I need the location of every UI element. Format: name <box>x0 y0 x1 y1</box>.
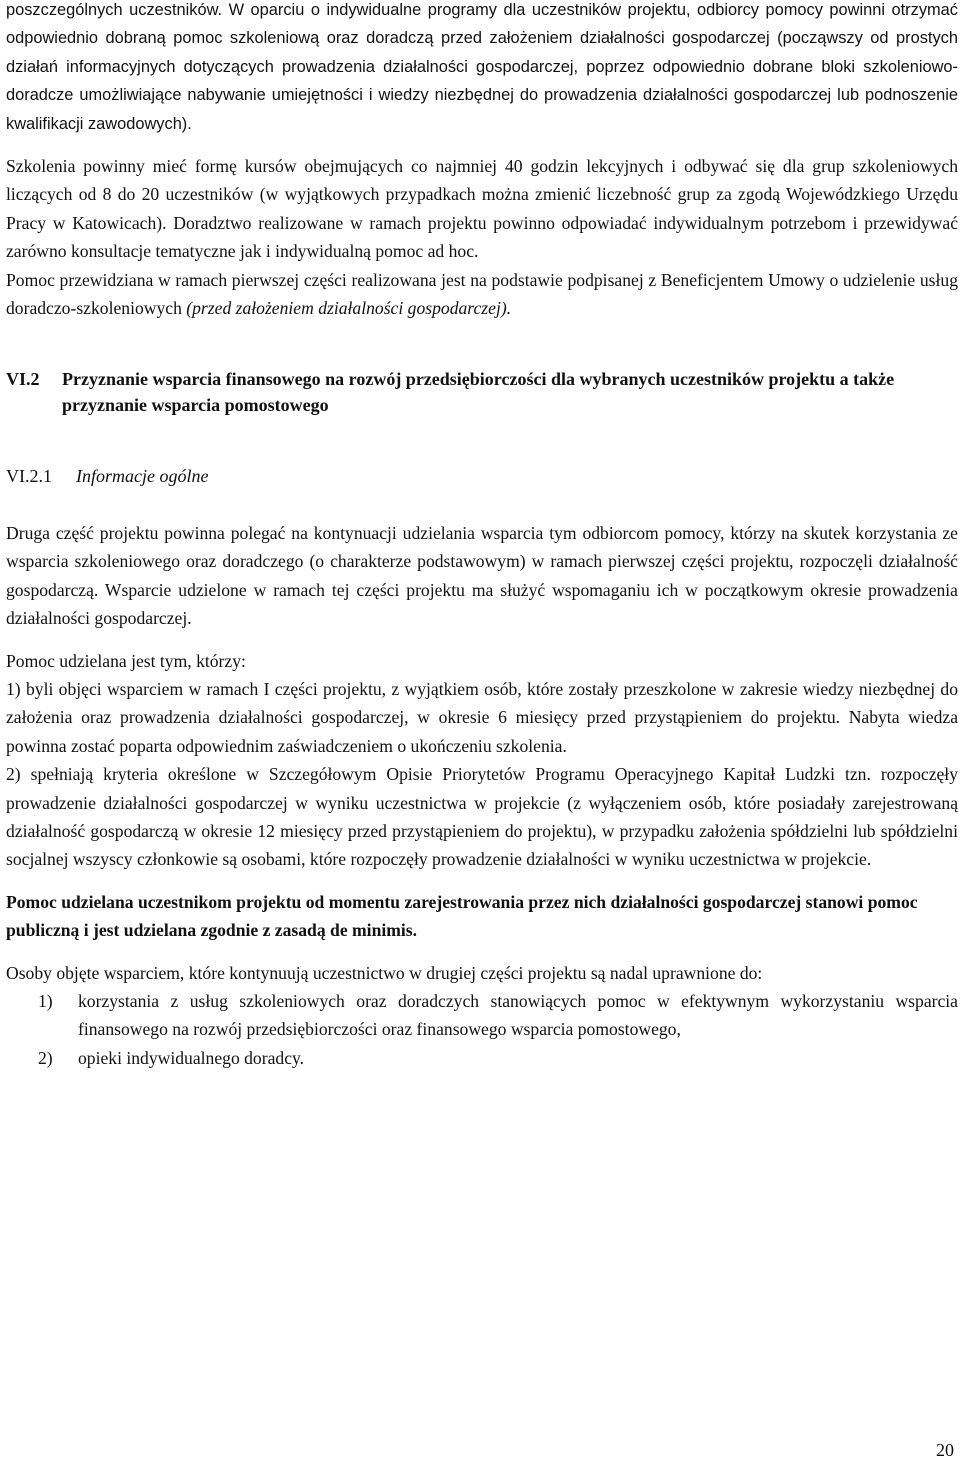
section-heading-vi2 <box>6 366 958 418</box>
spacer <box>6 945 958 959</box>
paragraph-first-part-aid-end: gospodarczej). <box>403 298 512 319</box>
subsection-heading-vi21 <box>6 462 958 490</box>
spacer <box>6 418 958 462</box>
list-item <box>6 1044 958 1072</box>
spacer <box>6 491 958 519</box>
spacer <box>6 874 958 888</box>
paragraph-aid-recipients-item-2: 2) spełniają kryteria określone w Szczegółowym Opisie Priorytetów Programu Operacyjnego Kapitał Ludzki tzn. rozpoczęły prowadzenie działalności gospodarczej w wyniku uczestnictwa w projekcie (z wyłączeniem osób, które posiadały zarejestrowaną działalność gospodarczą w okresie 12 miesięcy przed przystąpieniem do projektu), w przypadku założenia spółdzielni lub spółdzielni socjalnej wszyscy członkowie są osobami, które rozpoczęły prowadzenie działalności w wyniku uczestnictwa w projekcie. <box>6 764 958 870</box>
subsection-number: VI.2.1 <box>6 466 52 487</box>
paragraph-first-part-aid <box>6 266 958 323</box>
spacer <box>6 322 958 366</box>
subsection-title: Informacje ogólne <box>76 466 209 487</box>
spacer <box>6 633 958 647</box>
list-item-marker: 1) <box>38 990 53 1011</box>
list-item <box>6 987 958 1044</box>
paragraph-first-part-aid-text: Pomoc przewidziana w ramach pierwszej części realizowana jest na podstawie podpisanej z Beneficjentem Umowy o udzielenie usług doradczo-szkoleniowych <box>6 269 958 319</box>
paragraph-first-part-aid-italic: (przed założeniem działalności <box>186 298 404 319</box>
list-item-marker: 2) <box>38 1047 53 1068</box>
paragraph-public-aid-note: Pomoc udzielana uczestnikom projektu od momentu zarejestrowania przez nich działalności gospodarczej stanowi pomoc publiczną i jest udzielana zgodnie z zasadą de minimis. <box>6 891 918 941</box>
list-item-text: opieki indywidualnego doradcy. <box>78 1047 305 1068</box>
spacer <box>6 138 958 152</box>
paragraph-aid-recipients-intro: Pomoc udzielana jest tym, którzy: <box>6 650 246 671</box>
paragraph-trainings: Szkolenia powinny mieć formę kursów obejmujących co najmniej 40 godzin lekcyjnych i odbywać się dla grup szkoleniowych liczących od 8 do 20 uczestników (w wyjątkowych przypadkach można zmienić liczebność grup za zgodą Wojewódzkiego Urzędu Pracy w Katowicach). Doradztwo realizowane w ramach projektu powinno odpowiadać indywidualnym potrzebom i przewidywać zarówno konsultacje tematyczne jak i indywidualną pomoc ad hoc. <box>6 156 958 262</box>
paragraph-entitlements-intro: Osoby objęte wsparciem, które kontynuują uczestnictwo w drugiej części projektu są nadal uprawnione do: <box>6 962 763 983</box>
paragraph-second-part: Druga część projektu powinna polegać na kontynuacji udzielania wsparcia tym odbiorcom pomocy, którzy na skutek korzystania ze wsparcia szkoleniowego oraz doradczego (o charakterze podstawowym) w ramach pierwszej części projektu, rozpoczęli działalność gospodarczą. Wsparcie udzielone w ramach tej części projektu ma służyć wspomaganiu ich w początkowym okresie prowadzenia działalności gospodarczej. <box>6 522 958 629</box>
paragraph-individual-programs: poszczególnych uczestników. W oparciu o indywidualne programy dla uczestników projektu, odbiorcy pomocy powinni otrzymać odpowiednio dobraną pomoc szkoleniową oraz doradczą przed założeniem działalności gospodarczej (począwszy od prostych działań informacyjnych dotyczących prowadzenia działalności gospodarczej, poprzez odpowiednio dobrane bloki szkoleniowo-doradcze umożliwiające nabywanie umiejętności i wiedzy niezbędnej do prowadzenia działalności gospodarczej lub podnoszenie kwalifikacji zawodowych). <box>6 1 958 133</box>
section-title: Przyznanie wsparcia finansowego na rozwój przedsiębiorczości dla wybranych uczestników projektu a także przyznanie wsparcia pomostowego <box>62 369 895 416</box>
section-number: VI.2 <box>6 369 40 390</box>
paragraph-aid-recipients-item-1: 1) byli objęci wsparciem w ramach I części projektu, z wyjątkiem osób, które zostały przeszkolone w zakresie wiedzy niezbędnej do założenia oraz prowadzenia działalności gospodarczej, w okresie 6 miesięcy przed przystąpieniem do projektu. Nabyta wiedza powinna zostać poparta odpowiednim zaświadczeniem o ukończeniu szkolenia. <box>6 678 958 756</box>
entitlements-list <box>6 987 958 1072</box>
list-item-text: korzystania z usług szkoleniowych oraz doradczych stanowiących pomoc w efektywnym wykorzystaniu wsparcia finansowego na rozwój przedsiębiorczości oraz finansowego wsparcia pomostowego, <box>78 990 958 1040</box>
page-number: 20 <box>936 1440 954 1460</box>
document-page <box>6 0 958 1072</box>
